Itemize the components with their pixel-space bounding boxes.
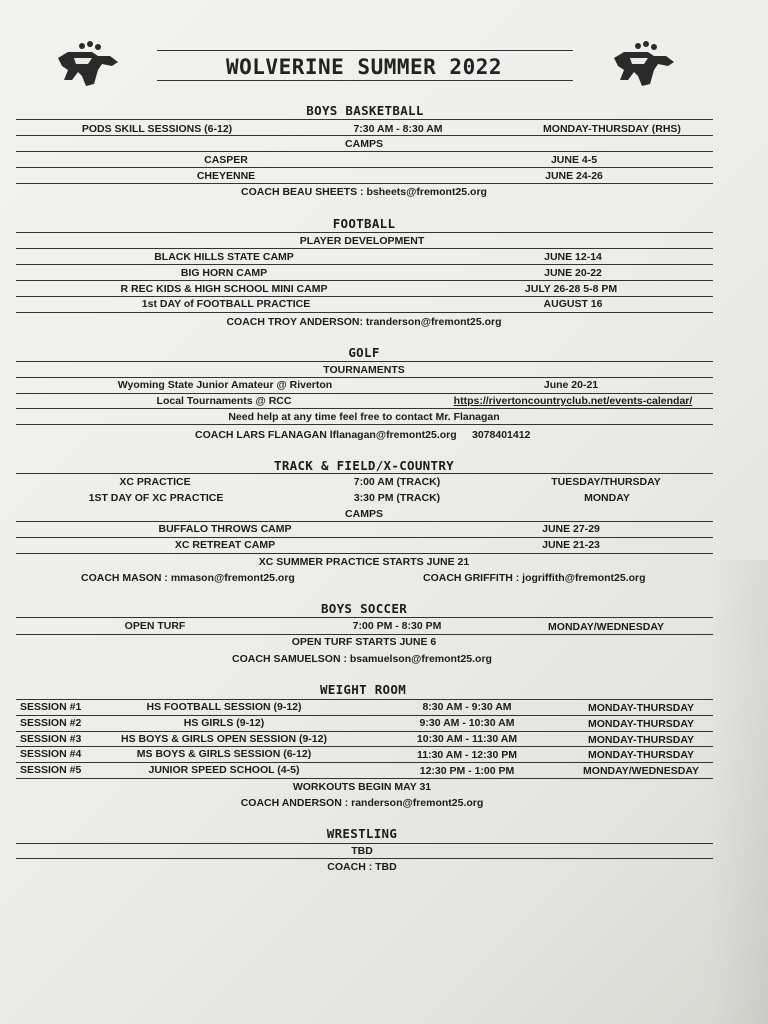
football-row-dates: JUNE 12-14 (544, 251, 602, 263)
football-row-name: BIG HORN CAMP (180, 267, 268, 279)
session-days: MONDAY-THURSDAY (588, 702, 694, 714)
golf-row-name: Wyoming State Junior Amateur @ Riverton (117, 379, 333, 391)
paper-shadow (708, 560, 768, 1024)
session-label: SESSION #3 (20, 733, 82, 745)
session-name: HS FOOTBALL SESSION (9-12) (146, 701, 302, 713)
football-row-dates: JUNE 20-22 (544, 267, 602, 279)
divider (16, 617, 713, 618)
xc-practice-note: XC SUMMER PRACTICE STARTS JUNE 21 (258, 556, 470, 568)
divider (16, 731, 713, 732)
divider (16, 408, 713, 409)
session-label: SESSION #1 (20, 701, 82, 713)
divider (16, 843, 713, 844)
divider (16, 312, 713, 313)
divider (16, 183, 713, 184)
pods-days: MONDAY-THURSDAY (RHS) (543, 123, 681, 135)
divider (16, 634, 713, 635)
session-time: 8:30 AM - 9:30 AM (422, 701, 512, 713)
soccer-note: OPEN TURF STARTS JUNE 6 (291, 636, 437, 648)
camp-dates: JUNE 4-5 (550, 154, 598, 166)
session-time: 12:30 PM - 1:00 PM (419, 765, 515, 777)
session-name: HS BOYS & GIRLS OPEN SESSION (9-12) (121, 733, 327, 745)
divider (16, 762, 713, 763)
divider (16, 296, 713, 297)
football-row-dates: AUGUST 16 (543, 298, 603, 310)
divider (16, 248, 713, 249)
session-name: MS BOYS & GIRLS SESSION (6-12) (136, 748, 312, 760)
track-row-days: TUESDAY/THURSDAY (551, 476, 661, 488)
session-time: 9:30 AM - 10:30 AM (419, 717, 515, 729)
golf-row-name: Local Tournaments @ RCC (156, 395, 292, 407)
tournaments-label: TOURNAMENTS (323, 364, 405, 376)
divider (16, 135, 713, 136)
session-days: MONDAY/WEDNESDAY (583, 765, 699, 777)
basketball-coach: COACH BEAU SHEETS : bsheets@fremont25.org (241, 186, 487, 198)
wolverine-logo-left-icon (52, 40, 122, 90)
session-name: JUNIOR SPEED SCHOOL (4-5) (148, 764, 300, 776)
divider (16, 264, 713, 265)
page-title: WOLVERINE SUMMER 2022 (225, 55, 503, 79)
divider (16, 151, 713, 152)
golf-coach: COACH LARS FLANAGAN lflanagan@fremont25.org (195, 429, 457, 441)
session-label: SESSION #2 (20, 717, 82, 729)
divider (16, 746, 713, 747)
divider (16, 280, 713, 281)
session-days: MONDAY-THURSDAY (588, 734, 694, 746)
section-heading-wrestling: WRESTLING (326, 826, 398, 841)
section-heading-track: TRACK & FIELD/X-COUNTRY (274, 458, 454, 473)
camp-name: CASPER (204, 154, 248, 166)
divider (16, 699, 713, 700)
section-heading-soccer: BOYS SOCCER (320, 601, 408, 616)
track-row-days: MONDAY (584, 492, 630, 504)
player-development-label: PLAYER DEVELOPMENT (299, 235, 425, 247)
session-label: SESSION #5 (20, 764, 82, 776)
divider (16, 361, 713, 362)
camps-label: CAMPS (345, 508, 383, 520)
track-row-time: 7:00 AM (TRACK) (353, 476, 441, 488)
divider (16, 119, 713, 120)
camps-label: CAMPS (345, 138, 383, 150)
session-label: SESSION #4 (20, 748, 82, 760)
track-coach-griffith: COACH GRIFFITH : jogriffith@fremont25.org (423, 572, 646, 584)
football-coach: COACH TROY ANDERSON: tranderson@fremont25.org (226, 316, 502, 328)
soccer-row-time: 7:00 PM - 8:30 PM (352, 620, 442, 632)
divider (16, 715, 713, 716)
workouts-note: WORKOUTS BEGIN MAY 31 (292, 781, 432, 793)
wolverine-logo-right-icon (608, 40, 678, 90)
divider (16, 393, 713, 394)
session-days: MONDAY-THURSDAY (588, 749, 694, 761)
pods-time: 7:30 AM - 8:30 AM (353, 123, 443, 135)
camp-name: CHEYENNE (196, 170, 256, 182)
track-row-name: XC PRACTICE (119, 476, 191, 488)
football-row-name: BLACK HILLS STATE CAMP (154, 251, 294, 263)
track-camp-dates: JUNE 27-29 (542, 523, 600, 535)
football-row-dates: JULY 26-28 5-8 PM (524, 283, 618, 295)
session-name: HS GIRLS (9-12) (183, 717, 265, 729)
golf-help-text: Need help at any time feel free to contact Mr. Flanagan (228, 411, 500, 423)
section-heading-weight-room: WEIGHT ROOM (319, 682, 407, 697)
golf-coach-phone: 3078401412 (472, 429, 531, 441)
divider (16, 473, 713, 474)
section-heading-golf: GOLF (348, 345, 380, 360)
divider (16, 778, 713, 779)
football-row-name: R REC KIDS & HIGH SCHOOL MINI CAMP (120, 283, 328, 295)
divider (16, 553, 713, 554)
title-rule-bottom (157, 80, 573, 81)
soccer-row-days: MONDAY/WEDNESDAY (548, 621, 664, 633)
divider (16, 858, 713, 859)
rcc-events-link[interactable]: https://rivertoncountryclub.net/events-calendar/ (453, 395, 693, 407)
session-days: MONDAY-THURSDAY (588, 718, 694, 730)
camp-dates: JUNE 24-26 (545, 170, 603, 182)
track-row-time: 3:30 PM (TRACK) (353, 492, 441, 504)
track-camp-dates: JUNE 21-23 (542, 539, 600, 551)
golf-row-dates: June 20-21 (543, 379, 599, 391)
section-heading-basketball: BOYS BASKETBALL (306, 103, 424, 118)
session-time: 11:30 AM - 12:30 PM (417, 749, 517, 761)
divider (16, 167, 713, 168)
divider (16, 537, 713, 538)
soccer-coach: COACH SAMUELSON : bsamuelson@fremont25.org (232, 653, 492, 665)
wrestling-tbd: TBD (351, 845, 373, 857)
divider (16, 424, 713, 425)
track-row-name: 1ST DAY OF XC PRACTICE (88, 492, 224, 504)
soccer-row-name: OPEN TURF (124, 620, 186, 632)
section-heading-football: FOOTBALL (332, 216, 396, 231)
divider (16, 521, 713, 522)
football-row-name: 1st DAY of FOOTBALL PRACTICE (141, 298, 311, 310)
session-time: 10:30 AM - 11:30 AM (416, 733, 518, 745)
track-camp-name: XC RETREAT CAMP (174, 539, 276, 551)
weight-room-coach: COACH ANDERSON : randerson@fremont25.org (240, 797, 484, 809)
divider (16, 232, 713, 233)
title-rule-top (157, 50, 573, 51)
track-coach-mason: COACH MASON : mmason@fremont25.org (81, 572, 295, 584)
divider (16, 377, 713, 378)
pods-name: PODS SKILL SESSIONS (6-12) (81, 123, 233, 135)
wrestling-coach: COACH : TBD (327, 861, 397, 873)
track-camp-name: BUFFALO THROWS CAMP (158, 523, 292, 535)
